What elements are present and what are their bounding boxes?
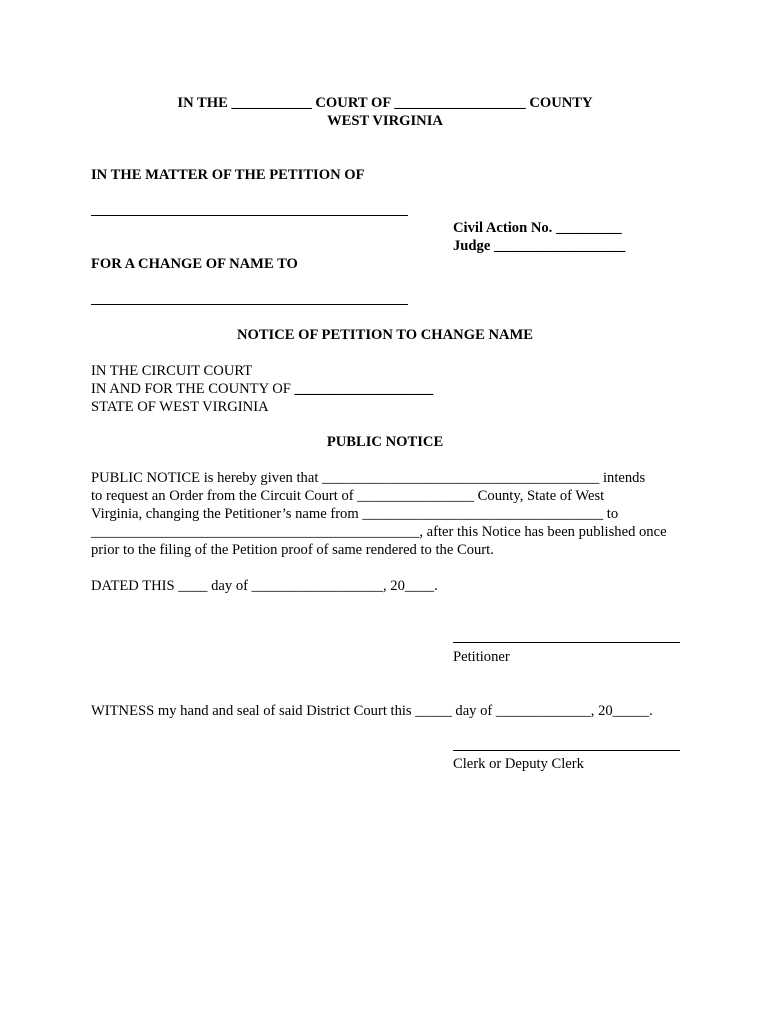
new-name-blank[interactable] [91,304,408,305]
notice-body-line: PUBLIC NOTICE is hereby given that ______________________________________ intends [91,470,646,486]
notice-body-line: prior to the filing of the Petition proof of same rendered to the Court. [91,542,494,558]
dated-line: DATED THIS ____ day of __________________, 20____. [91,578,438,594]
petitioner-signature-line[interactable] [453,642,680,643]
clerk-signature-line[interactable] [453,750,680,751]
county-line-label: IN AND FOR THE COUNTY OF [91,381,295,397]
petitioner-name-blank[interactable] [91,215,408,216]
county-blank[interactable]: ___________________ [294,381,434,397]
notice-title: NOTICE OF PETITION TO CHANGE NAME [236,327,534,343]
matter-heading: IN THE MATTER OF THE PETITION OF [91,167,365,183]
circuit-court-line: IN THE CIRCUIT COURT [91,363,253,379]
public-notice-heading: PUBLIC NOTICE [326,434,444,450]
county-line [91,380,433,398]
notice-body-line: Virginia, changing the Petitioner’s name from _________________________________ to [91,506,619,522]
clerk-label: Clerk or Deputy Clerk [453,756,584,772]
notice-body-line: _____________________________________________, after this Notice has been published once [91,524,667,540]
change-of-name-heading: FOR A CHANGE OF NAME TO [91,256,298,272]
state-caption-line: WEST VIRGINIA [327,113,443,129]
notice-body-line: to request an Order from the Circuit Court of ________________ County, State of West [91,488,605,504]
judge-line: Judge __________________ [453,238,626,254]
civil-action-number: Civil Action No. _________ [453,220,622,236]
state-line: STATE OF WEST VIRGINIA [91,399,269,415]
court-caption-line: IN THE ___________ COURT OF __________________ COUNTY [177,95,593,111]
witness-line: WITNESS my hand and seal of said District Court this _____ day of _____________, 20_____. [91,703,653,719]
petitioner-label: Petitioner [453,649,510,665]
